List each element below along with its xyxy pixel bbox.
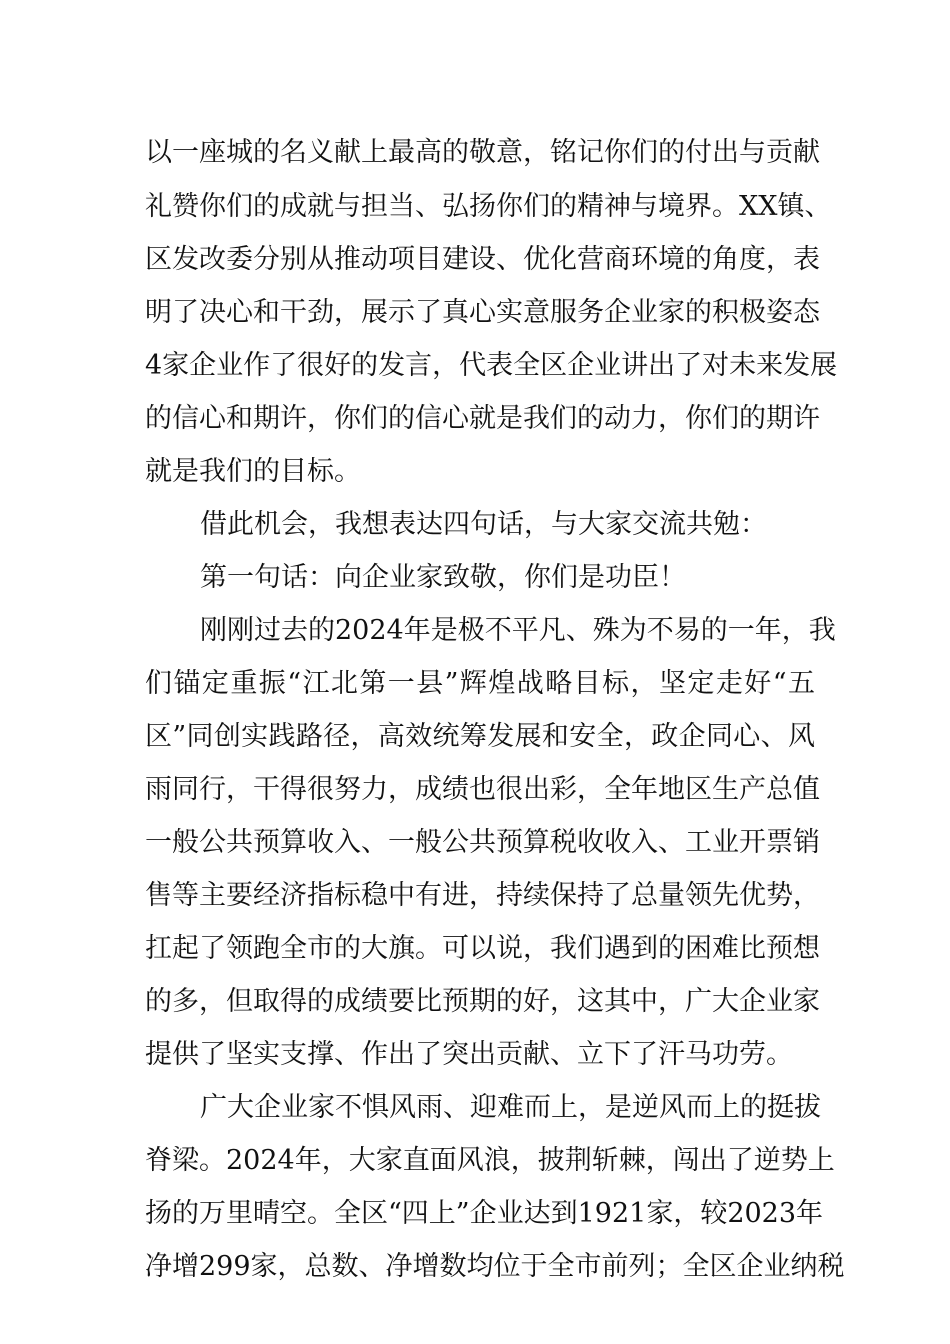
text-line: 雨同行，干得很努力，成绩也很出彩，全年地区生产总值 <box>145 774 820 805</box>
paragraph-first-line: 广大企业家不惧风雨、迎难而上，是逆风而上的挺拔 <box>200 1092 821 1123</box>
section-heading: 第一句话：向企业家致敬，你们是功臣！ <box>200 562 686 593</box>
text-line: 的信心和期许，你们的信心就是我们的动力，你们的期许 <box>145 403 820 434</box>
text-line: 净增299家，总数、净增数均位于全市前列；全区企业纳税 <box>145 1251 845 1282</box>
text-line: 的多，但取得的成绩要比预期的好，这其中，广大企业家 <box>145 986 820 1017</box>
text-line: 以一座城的名义献上最高的敬意，铭记你们的付出与贡献 <box>145 137 820 168</box>
text-line: 们锚定重振“江北第一县”辉煌战略目标，坚定走好“五 <box>145 668 815 699</box>
text-line: 扛起了领跑全市的大旗。可以说，我们遇到的困难比预想 <box>145 933 820 964</box>
text-line: 礼赞你们的成就与担当、弘扬你们的精神与境界。XX镇、 <box>145 191 832 222</box>
text-line: 扬的万里晴空。全区“四上”企业达到1921家，较2023年 <box>145 1198 824 1229</box>
text-line: 提供了坚实支撑、作出了突出贡献、立下了汗马功劳。 <box>145 1039 793 1070</box>
paragraph-first-line: 借此机会，我想表达四句话，与大家交流共勉： <box>200 509 767 540</box>
text-line: 一般公共预算收入、一般公共预算税收收入、工业开票销 <box>145 827 820 858</box>
text-line: 售等主要经济指标稳中有进，持续保持了总量领先优势， <box>145 880 820 911</box>
text-line: 4家企业作了很好的发言，代表全区企业讲出了对未来发展 <box>145 350 838 381</box>
text-line: 区”同创实践路径，高效统筹发展和安全，政企同心、风 <box>145 721 815 752</box>
text-line: 区发改委分别从推动项目建设、优化营商环境的角度，表 <box>145 244 820 275</box>
paragraph-first-line: 刚刚过去的2024年是极不平凡、殊为不易的一年，我 <box>200 615 836 646</box>
text-line: 脊梁。2024年，大家直面风浪，披荆斩棘，闯出了逆势上 <box>145 1145 835 1176</box>
text-line: 就是我们的目标。 <box>145 456 361 487</box>
text-line: 明了决心和干劲，展示了真心实意服务企业家的积极姿态 <box>145 297 820 328</box>
